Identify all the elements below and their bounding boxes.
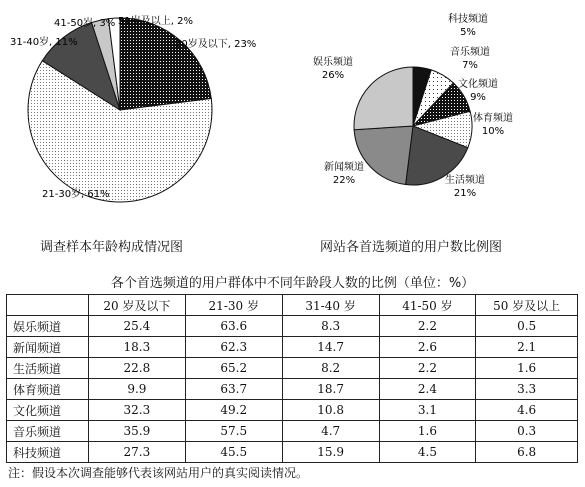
slice-label: 26% bbox=[321, 70, 345, 81]
table-row-label: 生活频道 bbox=[7, 358, 89, 379]
pie-slice bbox=[354, 126, 413, 185]
slice-label: 科技频道 bbox=[448, 14, 488, 25]
table-cell: 6.8 bbox=[476, 442, 578, 463]
age-composition-pie bbox=[10, 14, 256, 202]
table-row-label: 娱乐频道 bbox=[7, 316, 89, 337]
table-row bbox=[7, 442, 578, 463]
slice-label: 22% bbox=[332, 175, 356, 186]
table-cell: 35.9 bbox=[88, 421, 185, 442]
table-row-label: 体育频道 bbox=[7, 379, 89, 400]
table-cell: 65.2 bbox=[185, 358, 282, 379]
table-cell: 25.4 bbox=[88, 316, 185, 337]
age-by-channel-table bbox=[6, 294, 578, 463]
table-column-header: 20 岁及以下 bbox=[88, 295, 185, 316]
table-cell: 9.9 bbox=[88, 379, 185, 400]
slice-label: 20岁及以下, 23% bbox=[175, 39, 257, 50]
table-cell: 10.8 bbox=[282, 400, 379, 421]
slice-label: 娱乐频道 bbox=[313, 57, 353, 68]
slice-label: 31-40岁, 11% bbox=[10, 37, 78, 48]
table-cell: 49.2 bbox=[185, 400, 282, 421]
slice-label: 文化频道 bbox=[458, 79, 498, 90]
table-column-header: 31-40 岁 bbox=[282, 295, 379, 316]
table-column-header: 50 岁及以上 bbox=[476, 295, 578, 316]
table-cell: 2.6 bbox=[379, 337, 476, 358]
table-cell: 15.9 bbox=[282, 442, 379, 463]
table-title: 各个首选频道的用户群体中不同年龄段人数的比例（单位：%） bbox=[110, 276, 475, 291]
slice-label: 21-30岁, 61% bbox=[42, 189, 110, 200]
table-cell: 63.7 bbox=[185, 379, 282, 400]
slice-label: 10% bbox=[481, 126, 505, 137]
table-cell: 8.2 bbox=[282, 358, 379, 379]
table-row-label: 科技频道 bbox=[7, 442, 89, 463]
table-row-label: 音乐频道 bbox=[7, 421, 89, 442]
table-cell: 63.6 bbox=[185, 316, 282, 337]
table-cell: 45.5 bbox=[185, 442, 282, 463]
slice-label: 21% bbox=[453, 188, 477, 199]
table-cell: 62.3 bbox=[185, 337, 282, 358]
table-cell: 18.7 bbox=[282, 379, 379, 400]
channel-pie-title: 网站各首选频道的用户数比例图 bbox=[320, 240, 503, 255]
slice-label: 体育频道 bbox=[473, 113, 513, 124]
table-cell: 1.6 bbox=[476, 358, 578, 379]
table-cell: 14.7 bbox=[282, 337, 379, 358]
table-cell: 2.4 bbox=[379, 379, 476, 400]
age-pie-title: 调查样本年龄构成情况图 bbox=[40, 240, 184, 255]
table-row bbox=[7, 421, 578, 442]
table-cell: 18.3 bbox=[88, 337, 185, 358]
table-cell: 27.3 bbox=[88, 442, 185, 463]
table-cell: 8.3 bbox=[282, 316, 379, 337]
slice-label: 音乐频道 bbox=[450, 47, 490, 58]
table-row bbox=[7, 316, 578, 337]
table-cell: 57.5 bbox=[185, 421, 282, 442]
table-row-label: 新闻频道 bbox=[7, 337, 89, 358]
slice-label: 生活频道 bbox=[445, 175, 485, 186]
table-cell: 0.5 bbox=[476, 316, 578, 337]
table-cell: 22.8 bbox=[88, 358, 185, 379]
table-column-header: 41-50 岁 bbox=[379, 295, 476, 316]
table-row-label: 文化频道 bbox=[7, 400, 89, 421]
table-row bbox=[7, 379, 578, 400]
table-cell: 2.2 bbox=[379, 316, 476, 337]
slice-label: 41-50岁, 3% bbox=[54, 18, 116, 29]
table-header-row bbox=[7, 295, 578, 316]
table-corner-cell bbox=[7, 295, 89, 316]
slice-label: 7% bbox=[462, 60, 478, 71]
table-cell: 4.6 bbox=[476, 400, 578, 421]
table-cell: 3.3 bbox=[476, 379, 578, 400]
table-cell: 0.3 bbox=[476, 421, 578, 442]
footnote: 注：假设本次调查能够代表该网站用户的真实阅读情况。 bbox=[8, 466, 309, 480]
pie-slice bbox=[120, 18, 211, 110]
slice-label: 新闻频道 bbox=[324, 162, 364, 173]
table-row bbox=[7, 337, 578, 358]
table-cell: 4.7 bbox=[282, 421, 379, 442]
table-cell: 2.2 bbox=[379, 358, 476, 379]
table-cell: 3.1 bbox=[379, 400, 476, 421]
table-cell: 32.3 bbox=[88, 400, 185, 421]
slice-label: 51岁及以上, 2% bbox=[118, 16, 193, 27]
slice-label: 9% bbox=[470, 92, 486, 103]
table-cell: 4.5 bbox=[379, 442, 476, 463]
table-cell: 1.6 bbox=[379, 421, 476, 442]
table-row bbox=[7, 358, 578, 379]
slice-label: 5% bbox=[460, 27, 476, 38]
channel-share-pie bbox=[313, 12, 513, 199]
table-cell: 2.1 bbox=[476, 337, 578, 358]
pie-slice bbox=[354, 67, 413, 130]
table-column-header: 21-30 岁 bbox=[185, 295, 282, 316]
table-row bbox=[7, 400, 578, 421]
